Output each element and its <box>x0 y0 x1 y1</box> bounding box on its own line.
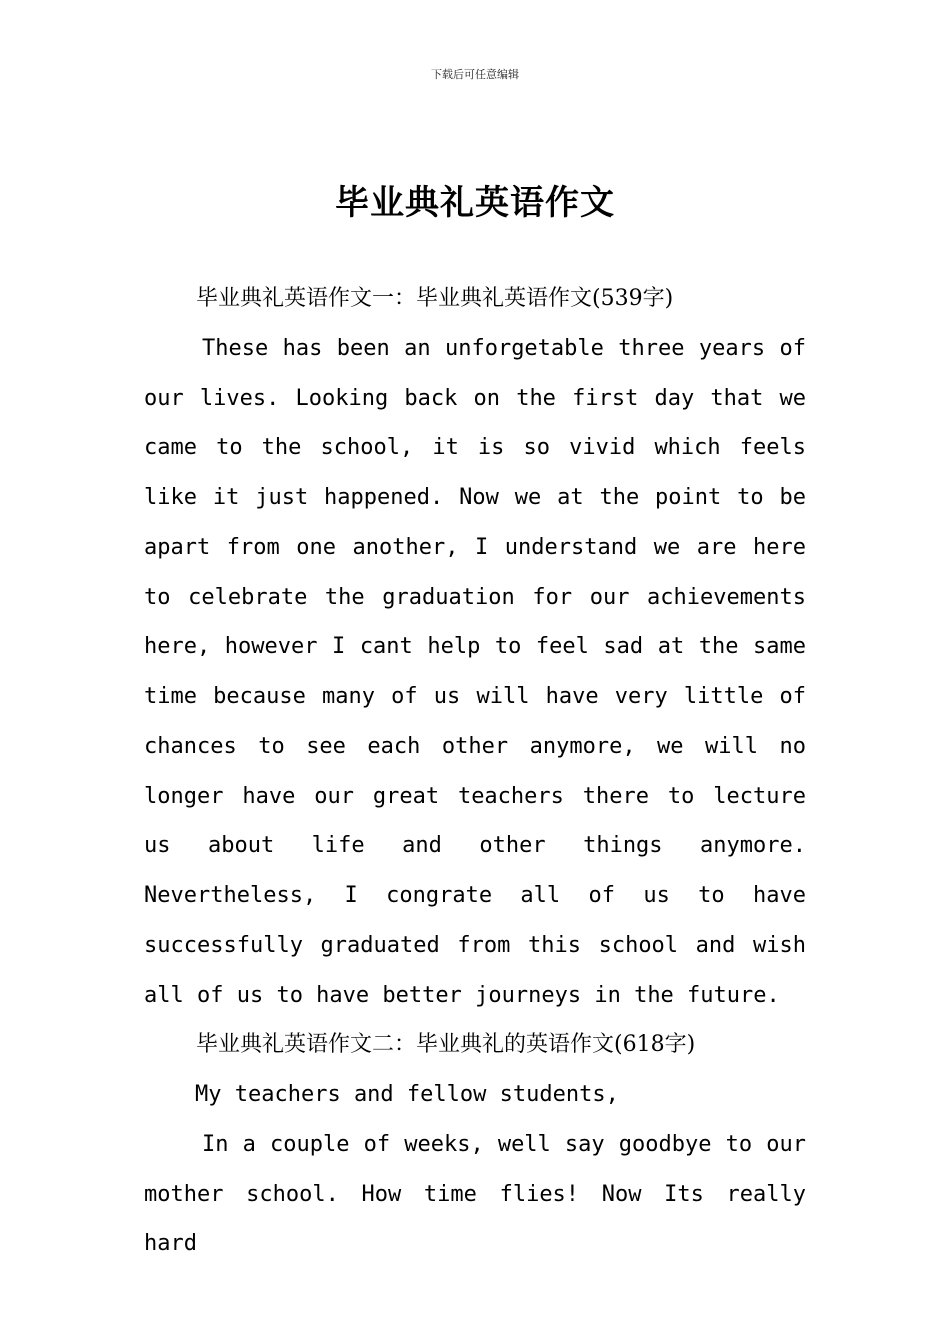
document-body <box>144 274 806 1269</box>
section-heading-1: 毕业典礼英语作文一：毕业典礼英语作文(539字) <box>196 286 674 311</box>
section-2-paragraph: In a couple of weeks, well say goodbye to our mother school. How time flies! Now Its really hard <box>144 1131 806 1257</box>
section-heading-2: 毕业典礼英语作文二：毕业典礼的英语作文(618字) <box>196 1032 696 1058</box>
section-1-paragraph: These has been an unforgetable three years of our lives. Looking back on the first day that we came to the school, it is so vivid which feels like it just happened. Now we at the point to be apart from one another, I understand we are here to celebrate the graduation for our achievements here, however I cant help to feel sad at the same time because many of us will have very little of chances to see each other anymore, we will no longer have our great teachers there to lecture us about life and other things anymore. Nevertheless, I congrate all of us to have successfully graduated from this school and wish all of us to have better journeys in the future. <box>144 335 806 1008</box>
page-header-note: 下载后可任意编辑 <box>431 68 519 81</box>
section-2-greeting: My teachers and fellow students, <box>195 1082 619 1107</box>
document-title: 毕业典礼英语作文 <box>335 183 615 223</box>
